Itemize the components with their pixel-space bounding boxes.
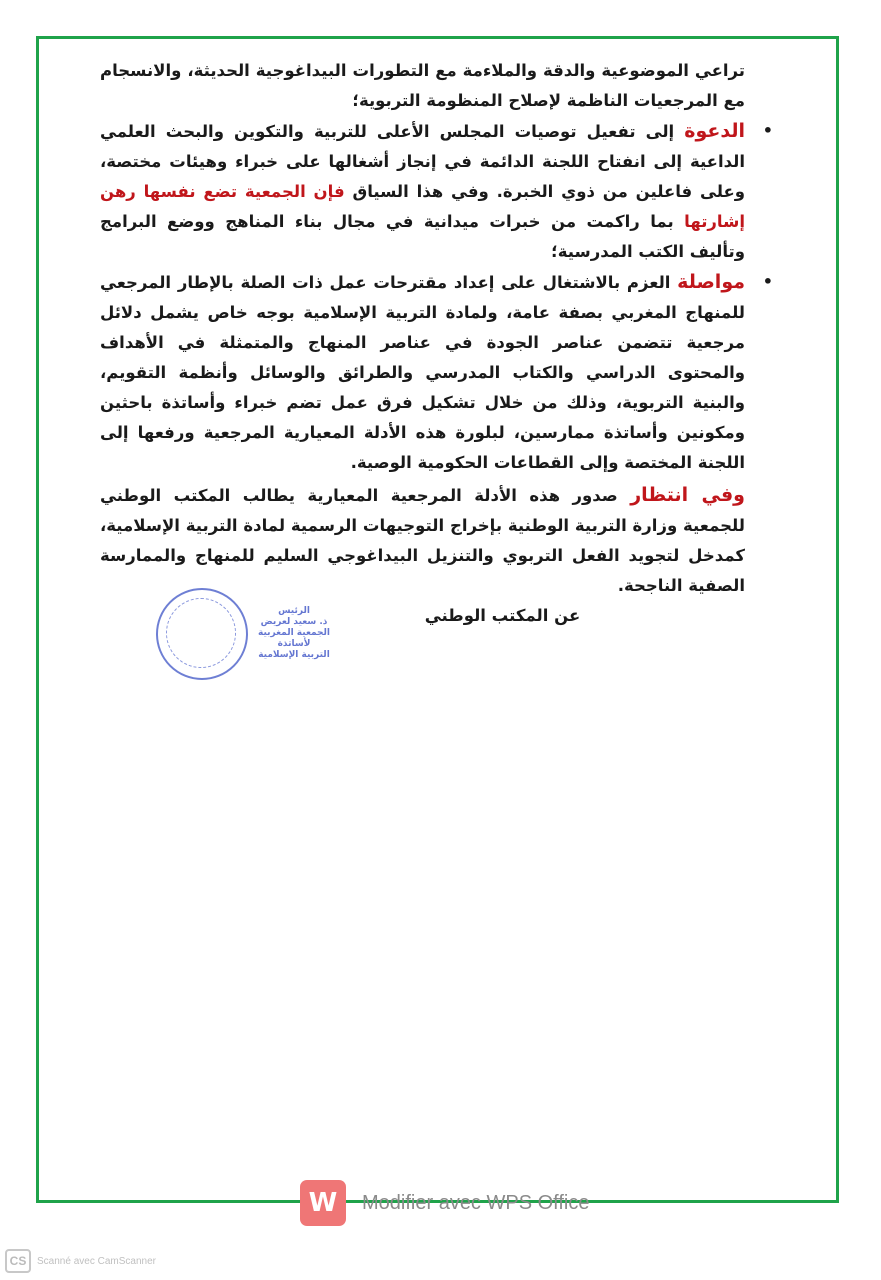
stamp-line: الرئيس xyxy=(278,606,310,616)
paragraph-continuation: تراعي الموضوعية والدقة والملاءمة مع التطورات البيداغوجية الحديثة، والانسجام مع المرجعيات الناظمة لإصلاح المنظومة التربوية؛ xyxy=(100,61,745,110)
document-body xyxy=(100,56,773,631)
bullet-icon: • xyxy=(762,121,773,140)
bullet-text-end: بما راكمت من خبرات ميدانية في مجال بناء المناهج ووضع البرامج وتأليف الكتب المدرسية؛ xyxy=(100,212,745,261)
bullet-text: العزم بالاشتغال على إعداد مقترحات عمل ذات الصلة بالإطار المرجعي للمنهاج المغربي بصفة عامة، ولمادة التربية الإسلامية بوجه خاص يشمل دلائل مرجعية تتضمن عناصر الجودة في عناصر المنهاج والمتمثلة في الأهداف والمحتوى الدراسي والكتاب المدرسي والطرائق والوسائل وأنظمة التقويم، والبنية التربوية، وذلك من خلال تشكيل فرق عمل تضم خبراء وأساتذة باحثين ومكونين وأساتذة ممارسين، لبلورة هذه الأدلة المعيارية المرجعية ورفعها إلى اللجنة المختصة وإلى القطاعات الحكومية الوصية. xyxy=(100,273,745,472)
closing-paragraph xyxy=(100,480,745,601)
bullet-icon: • xyxy=(762,272,773,291)
closing-lead: وفي انتظار xyxy=(630,484,745,506)
wps-edit-banner[interactable] xyxy=(300,1180,589,1226)
bullet-lead: مواصلة xyxy=(677,271,745,293)
stamp-line: الجمعية المغربية لأساتذة xyxy=(257,628,331,649)
bullet-highlight: فإن الجمعية تضع نفسها رهن إشارتها xyxy=(100,182,745,231)
camscanner-watermark xyxy=(5,1249,156,1273)
stamp-line: ذ. سعيد لعريض xyxy=(260,617,328,627)
wps-logo-icon: W xyxy=(300,1180,346,1226)
camscanner-label: Scanné avec CamScanner xyxy=(37,1255,156,1267)
official-stamp xyxy=(150,586,340,682)
wps-label[interactable]: Modifier avec WPS Office xyxy=(362,1191,590,1214)
bullet-lead: الدعوة xyxy=(684,120,745,142)
bullet-item-invitation xyxy=(100,116,773,267)
bullet-text: إلى تفعيل توصيات المجلس الأعلى للتربية والتكوين والبحث العلمي الداعية إلى انفتاح اللجنة الدائمة في إنجاز أشغالها على خبراء وهيئات مختصة، وعلى فاعلين من ذوي الخبرة. وفي هذا السياق xyxy=(100,122,745,201)
stamp-line: التربية الإسلامية xyxy=(258,650,330,660)
stamp-text xyxy=(248,606,340,661)
stamp-seal-inner xyxy=(166,598,236,668)
signature-line: عن المكتب الوطني xyxy=(424,606,581,625)
closing-text: صدور هذه الأدلة المرجعية المعيارية يطالب المكتب الوطني للجمعية وزارة التربية الوطنية بإخراج التوجيهات الرسمية لمادة التربية الإسلامية، كمدخل لتجويد الفعل التربوي والتنزيل البيداغوجي السليم للمنهاج والممارسة الصفية الناجحة. xyxy=(100,486,745,595)
camscanner-logo-icon: CS xyxy=(5,1249,31,1273)
bullet-item-continuation xyxy=(100,267,773,478)
